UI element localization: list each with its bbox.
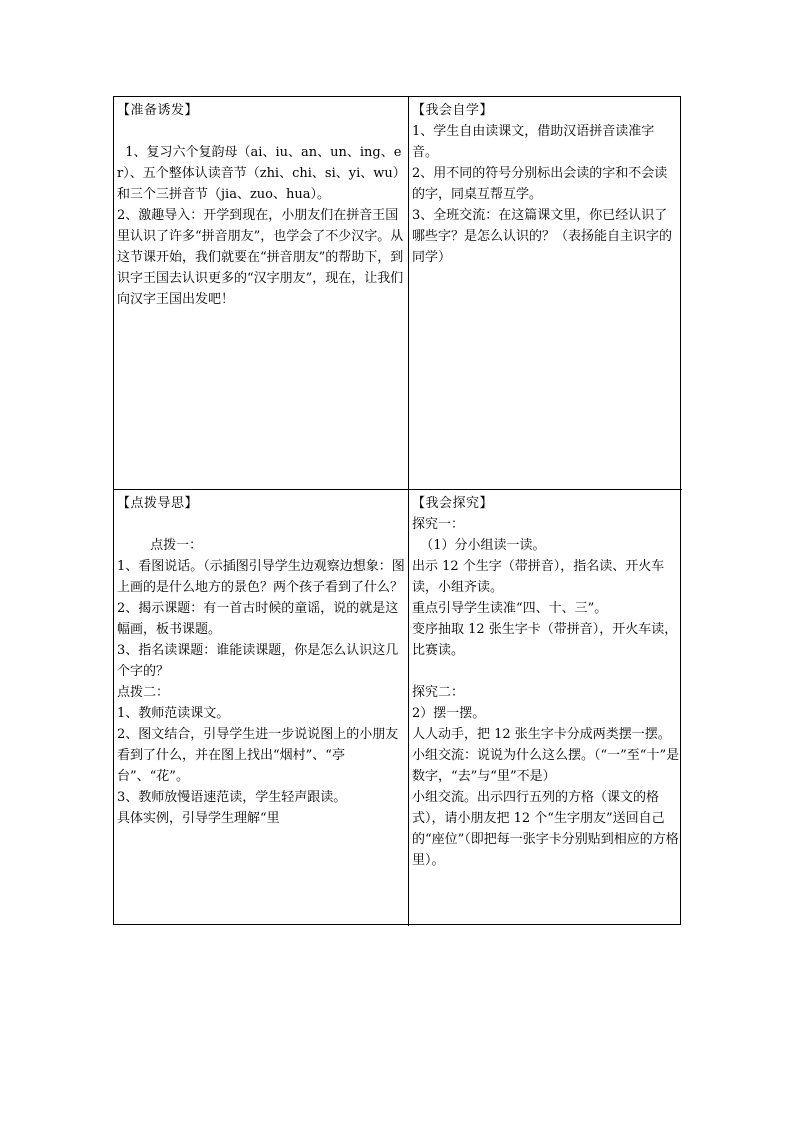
explore-subheading-2: 探究二：	[412, 685, 465, 700]
guide-cell	[114, 490, 409, 926]
self-study-item-1: 1、学生自由读课文，借助汉语拼音读准字音。	[412, 124, 655, 160]
guide-subheading-2: 点拨二：	[117, 685, 170, 700]
explore-title: 【我会探究】	[412, 496, 494, 511]
explore-item-3: 重点引导学生读准“四、十、三”。	[412, 601, 608, 616]
guide-item-3: 3、指名读课题：谁能读课题，你是怎么认识这几个字的？	[117, 643, 399, 679]
explore-item-4: 变序抽取 12 张生字卡（带拼音），开火车读，比赛读。	[412, 622, 678, 658]
self-study-cell	[409, 97, 682, 490]
explore-item-8: 小组交流。出示四行五列的方格（课文的格式），请小朋友把 12 个“生字朋友”送回自己的“座位”（即把每一张字卡分别贴到相应的方格里）。	[412, 790, 679, 868]
explore-subheading-1: 探究一：	[412, 517, 465, 532]
lesson-plan-table	[113, 96, 681, 925]
spacer	[117, 514, 406, 535]
spacer	[117, 121, 406, 142]
guide-subheading-1: 点拨一：	[117, 538, 203, 553]
guide-item-2: 2、揭示课题：有一首古时候的童谣，说的就是这幅画，板书课题。	[117, 601, 399, 637]
prep-cell	[114, 97, 409, 490]
guide-item-7: 具体实例，引导学生理解“里	[117, 811, 280, 826]
guide-item-5: 2、图文结合，引导学生进一步说说图上的小朋友看到了什么，并在图上找出“烟村”、“亭台”、“花”。	[117, 727, 399, 784]
self-study-title: 【我会自学】	[412, 103, 494, 118]
self-study-item-3: 3、全班交流：在这篇课文里，你已经认识了哪些字？是怎么认识的？（表扬能自主识字的同学）	[412, 208, 673, 265]
prep-item-1: 1、复习六个复韵母（ai、iu、an、un、ing、er）、五个整体认读音节（zhi、chi、si、yi、wu）和三个三拼音节（jia、zuo、hua）。	[117, 145, 406, 202]
explore-item-7: 小组交流：说说为什么这么摆。（“一”至“十”是数字，“去”与“里”不是）	[412, 748, 680, 784]
prep-item-2: 2、激趣导入：开学到现在，小朋友们在拼音王国里认识了许多“拼音朋友”，也学会了不少汉字。从这节课开始，我们就要在“拼音朋友”的帮助下，到识字王国去认识更多的“汉字朋友”，现在，让我们向汉字王国出发吧！	[117, 208, 404, 307]
explore-item-5: 2）摆一摆。	[412, 706, 486, 721]
prep-title: 【准备诱发】	[117, 103, 199, 118]
self-study-item-2: 2、用不同的符号分别标出会读的字和不会读的字，同桌互帮互学。	[412, 166, 668, 202]
guide-item-6: 3、教师放慢语速范读，学生轻声跟读。	[117, 790, 347, 805]
explore-item-2: 出示 12 个生字（带拼音），指名读、开火车读，小组齐读。	[412, 559, 665, 595]
guide-title: 【点拨导思】	[117, 496, 199, 511]
explore-cell	[409, 490, 682, 926]
explore-item-1: （1）分小组读一读。	[412, 538, 546, 553]
guide-item-1: 1、看图说话。（示插图引导学生边观察边想象：图上画的是什么地方的景色？两个孩子看到了什么？	[117, 559, 405, 595]
spacer	[412, 661, 680, 682]
explore-item-6: 人人动手，把 12 张生字卡分成两类摆一摆。	[412, 727, 671, 742]
guide-item-4: 1、教师范读课文。	[117, 706, 230, 721]
